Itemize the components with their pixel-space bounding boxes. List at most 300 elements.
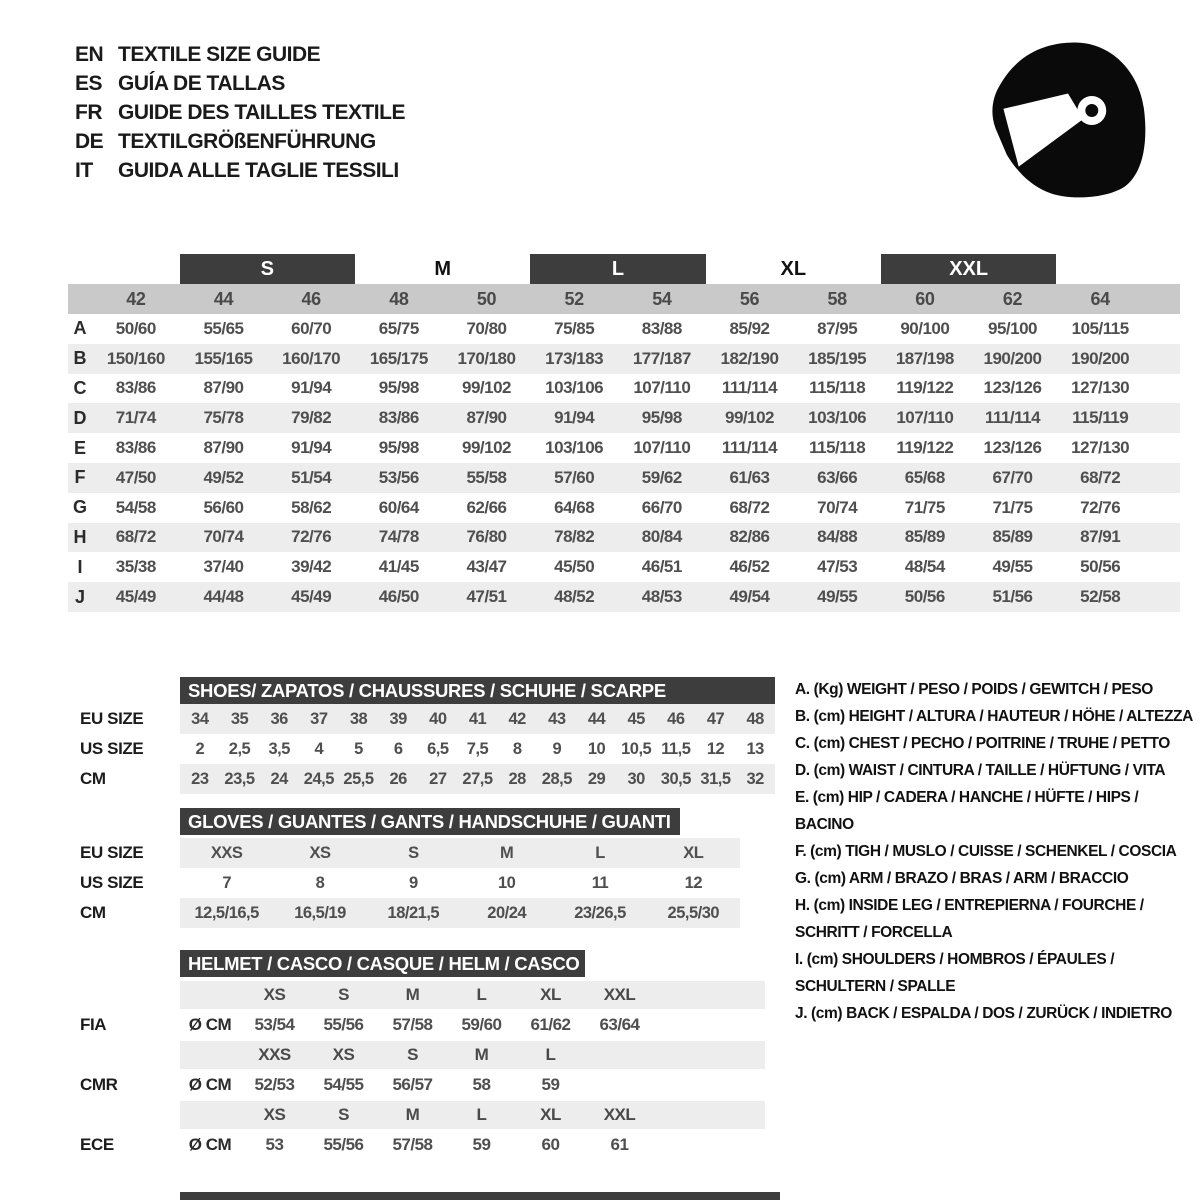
gloves-cell: 10 <box>497 873 516 892</box>
measurement-cell: 63/66 <box>817 467 858 487</box>
measurement-cell: 52/58 <box>1080 587 1121 607</box>
measurement-cell: 61/63 <box>729 467 770 487</box>
shoes-cell: 28,5 <box>541 769 572 788</box>
shoes-cell: 24 <box>270 769 288 788</box>
helmet-value-cell: 59 <box>541 1075 560 1094</box>
helmet-size-cell: S <box>338 985 349 1004</box>
measurement-cell: 119/122 <box>896 378 954 398</box>
measurement-cell: 87/90 <box>466 408 507 428</box>
helmet-size-cell: XXL <box>603 985 636 1004</box>
measurement-cell: 56/60 <box>203 497 244 517</box>
helmet-value-cell: 61 <box>610 1135 629 1154</box>
measurement-cell: 91/94 <box>291 378 332 398</box>
measurement-cell: 83/88 <box>641 318 682 338</box>
measurement-cell: 119/122 <box>896 438 954 458</box>
legend-item: B. (cm) HEIGHT / ALTURA / HAUTEUR / HÖHE / ALTEZZA <box>795 708 1193 725</box>
measurement-cell: 68/72 <box>729 497 770 517</box>
shoes-band <box>180 734 775 764</box>
helmet-sizes-row <box>75 1041 765 1069</box>
shoes-cell: 13 <box>746 739 764 758</box>
helmet-size-cell: XS <box>263 1105 286 1124</box>
shoes-cell: 42 <box>508 709 526 728</box>
gloves-cell: 11 <box>591 873 609 892</box>
helmet-value-cell: 56/57 <box>392 1075 433 1094</box>
helmet-section-header: HELMET / CASCO / CASQUE / HELM / CASCO <box>180 950 585 977</box>
measurement-cell: 72/76 <box>1080 497 1121 517</box>
size-column-header: 60 <box>915 288 935 309</box>
shoes-cell: 43 <box>548 709 566 728</box>
legend-item: E. (cm) HIP / CADERA / HANCHE / HÜFTE / HIPS / BACINO <box>795 789 1139 833</box>
shoes-row-label: EU SIZE <box>80 709 144 728</box>
size-column-header: 46 <box>301 288 321 309</box>
row-letter: C <box>73 377 87 398</box>
legend-item: D. (cm) WAIST / CINTURA / TAILLE / HÜFTUNG / VITA <box>795 762 1166 779</box>
gloves-cell: 18/21,5 <box>387 903 440 922</box>
shoes-cell: 12 <box>706 739 725 758</box>
language-title: GUIDE DES TAILLES TEXTILE <box>118 100 405 124</box>
measurement-cell: 37/40 <box>203 557 244 577</box>
size-column-header: 44 <box>213 288 234 309</box>
measurement-cell: 160/170 <box>282 348 341 368</box>
helmet-value-cell: 53 <box>265 1135 284 1154</box>
size-column-header: 54 <box>652 288 672 309</box>
shoes-cell: 29 <box>587 769 606 788</box>
measurement-cell: 67/70 <box>992 467 1033 487</box>
helmet-size-cell: M <box>474 1045 489 1064</box>
measurement-cell: 62/66 <box>466 497 507 517</box>
measurement-cell: 190/200 <box>1071 348 1130 368</box>
gloves-row <box>75 868 740 898</box>
measurement-row-d <box>68 403 1180 433</box>
shoes-cell: 32 <box>746 769 764 788</box>
size-label-xxl: XXL <box>881 254 1056 284</box>
helmet-unit-cell: Ø CM <box>188 1015 232 1034</box>
helmet-value-cell: 60 <box>541 1135 560 1154</box>
helmet-row-label <box>75 1041 180 1069</box>
measurement-cell: 103/106 <box>545 438 604 458</box>
measurement-cell: 48/52 <box>554 587 595 607</box>
measurement-cell: 45/49 <box>291 587 332 607</box>
shoes-row-label: US SIZE <box>80 739 144 758</box>
shoes-cell: 27 <box>429 769 447 788</box>
legend-item: A. (Kg) WEIGHT / PESO / POIDS / GEWITCH / PESO <box>795 681 1153 698</box>
gloves-cell: 8 <box>315 873 325 892</box>
gloves-section-header: GLOVES / GUANTES / GANTS / HANDSCHUHE / GUANTI <box>180 808 680 835</box>
helmet-size-cell: L <box>476 1105 487 1124</box>
shoes-cell: 2 <box>195 739 205 758</box>
measurement-cell: 57/60 <box>554 467 595 487</box>
size-label-s: S <box>180 254 355 284</box>
size-label-m: M <box>434 257 451 280</box>
shoes-cell: 30 <box>627 769 645 788</box>
measurement-row-b <box>68 344 1180 374</box>
measurement-cell: 87/95 <box>817 318 858 338</box>
measurement-cell: 115/118 <box>809 378 866 398</box>
gloves-row <box>75 898 740 928</box>
measurement-cell: 83/86 <box>378 408 419 428</box>
helmet-value-cell: 61/62 <box>530 1015 571 1034</box>
measurement-cell: 111/114 <box>984 408 1041 428</box>
helmet-value-cell: 55/56 <box>323 1015 364 1034</box>
measurement-cell: 53/56 <box>378 467 419 487</box>
shoes-cell: 25,5 <box>343 769 374 788</box>
helmet-value-band <box>180 1009 765 1041</box>
shoes-cell: 3,5 <box>268 739 290 758</box>
measurement-cell: 49/55 <box>992 557 1033 577</box>
racing-helmet-icon <box>983 30 1153 208</box>
helmet-sizes-row <box>75 981 765 1009</box>
legend-item: G. (cm) ARM / BRAZO / BRAS / ARM / BRACCIO <box>795 870 1129 887</box>
shoes-cell: 11,5 <box>661 739 691 758</box>
shoes-cell: 44 <box>587 709 606 728</box>
shoes-section-header: SHOES/ ZAPATOS / CHAUSSURES / SCHUHE / SCARPE <box>180 677 775 704</box>
helmet-size-cell: XL <box>540 985 561 1004</box>
row-letter: G <box>72 497 87 518</box>
helmet-value-cell: 52/53 <box>254 1075 295 1094</box>
language-code: ES <box>75 71 103 95</box>
measurement-cell: 79/82 <box>291 408 332 428</box>
measurement-cell: 51/56 <box>992 587 1033 607</box>
shoes-cell: 38 <box>349 709 368 728</box>
row-letter: H <box>73 526 87 547</box>
shoes-cell: 36 <box>270 709 288 728</box>
shoes-cell: 47 <box>706 709 725 728</box>
measurement-cell: 107/110 <box>633 378 691 398</box>
helmet-size-cell: XS <box>263 985 286 1004</box>
measurement-cell: 45/50 <box>554 557 595 577</box>
measurement-cell: 173/183 <box>545 348 604 368</box>
helmet-size-cell: L <box>476 985 487 1004</box>
measurement-row-c <box>68 374 1180 404</box>
language-title: GUÍA DE TALLAS <box>118 71 285 95</box>
shoes-cell: 10 <box>587 739 606 758</box>
shoes-cell: 6 <box>393 739 403 758</box>
measurement-cell: 70/80 <box>466 318 507 338</box>
helmet-value-cell: 63/64 <box>599 1015 640 1034</box>
shoes-row-label: CM <box>80 769 106 788</box>
measurement-cell: 111/114 <box>721 378 778 398</box>
helmet-value-band <box>180 1069 765 1101</box>
measurement-legend <box>795 676 1200 1027</box>
measurement-cell: 84/88 <box>817 527 858 547</box>
helmet-size-cell: S <box>338 1105 349 1124</box>
measurement-cell: 49/54 <box>729 587 770 607</box>
shoes-cell: 39 <box>389 709 407 728</box>
gloves-cell: M <box>500 843 514 862</box>
helmet-value-cell: 59/60 <box>461 1015 502 1034</box>
shoes-cell: 23 <box>191 769 209 788</box>
helmet-value-cell: 55/56 <box>323 1135 364 1154</box>
helmet-size-cell: M <box>405 985 420 1004</box>
measurement-cell: 99/102 <box>461 378 511 398</box>
language-row <box>75 156 405 185</box>
measurement-cell: 82/86 <box>729 527 770 547</box>
legend-item: C. (cm) CHEST / PECHO / POITRINE / TRUHE / PETTO <box>795 735 1170 752</box>
language-title: GUIDA ALLE TAGLIE TESSILI <box>118 158 399 182</box>
shoes-rows <box>75 704 775 794</box>
gloves-cell: 25,5/30 <box>667 903 720 922</box>
gloves-rows <box>75 838 740 928</box>
row-letter: B <box>73 348 87 369</box>
measurement-cell: 87/90 <box>203 378 244 398</box>
language-title: TEXTILE SIZE GUIDE <box>118 42 321 66</box>
size-column-header: 48 <box>389 288 409 309</box>
measurement-cell: 46/52 <box>729 557 770 577</box>
measurement-cell: 83/86 <box>115 438 156 458</box>
measurement-cell: 45/49 <box>115 587 156 607</box>
measurement-cell: 78/82 <box>554 527 595 547</box>
measurement-cell: 150/160 <box>106 348 165 368</box>
numeric-size-header-row <box>68 284 1180 314</box>
measurement-cell: 91/94 <box>554 408 595 428</box>
measurement-row-h <box>68 523 1180 553</box>
helmet-size-cell: XL <box>540 1105 561 1124</box>
helmet-row-label <box>75 981 180 1009</box>
gloves-band <box>180 868 740 898</box>
measurement-cell: 80/84 <box>641 527 682 547</box>
shoes-row <box>75 734 775 764</box>
gloves-row <box>75 838 740 868</box>
row-letter: I <box>77 556 83 577</box>
measurement-cell: 75/78 <box>203 408 244 428</box>
measurement-cell: 48/53 <box>641 587 682 607</box>
shoes-cell: 4 <box>314 739 324 758</box>
shoes-cell: 37 <box>310 709 328 728</box>
measurement-cell: 47/50 <box>115 467 156 487</box>
measurement-cell: 107/110 <box>896 408 954 428</box>
shoes-band <box>180 764 775 794</box>
gloves-row-label: EU SIZE <box>80 843 144 862</box>
measurement-cell: 91/94 <box>291 438 332 458</box>
helmet-values-row <box>75 1129 765 1161</box>
measurement-cell: 85/89 <box>904 527 945 547</box>
legend-item: I. (cm) SHOULDERS / HOMBROS / ÉPAULES / SCHULTERN / SPALLE <box>795 951 1115 995</box>
helmet-size-cell: XXL <box>603 1105 636 1124</box>
helmet-values-row <box>75 1069 765 1101</box>
helmet-value-cell: 53/54 <box>254 1015 295 1034</box>
measurement-cell: 177/187 <box>632 348 691 368</box>
measurement-cell: 85/89 <box>992 527 1033 547</box>
helmet-sizes-row <box>75 1101 765 1129</box>
language-code: DE <box>75 129 104 153</box>
gloves-cell: S <box>408 843 419 862</box>
measurement-cell: 115/118 <box>809 438 866 458</box>
helmet-value-cell: 57/58 <box>392 1015 433 1034</box>
measurement-cell: 103/106 <box>545 378 604 398</box>
measurement-cell: 50/56 <box>904 587 945 607</box>
size-column-header: 42 <box>126 288 146 309</box>
measurement-cell: 90/100 <box>900 318 950 338</box>
helmet-standard-label: ECE <box>80 1135 114 1154</box>
measurement-cell: 72/76 <box>291 527 332 547</box>
shoes-cell: 31,5 <box>700 769 731 788</box>
shoes-cell: 34 <box>191 709 209 728</box>
shoes-cell: 46 <box>667 709 685 728</box>
measurement-cell: 99/102 <box>724 408 774 428</box>
gloves-cell: XXS <box>210 843 243 862</box>
gloves-cell: 9 <box>408 873 418 892</box>
row-letter: D <box>73 407 87 428</box>
measurement-cell: 87/91 <box>1080 527 1121 547</box>
gloves-cell: XS <box>309 843 331 862</box>
measurement-cell: 95/100 <box>987 318 1037 338</box>
measurement-cell: 55/65 <box>203 318 244 338</box>
language-code: IT <box>75 158 93 182</box>
shoes-cell: 8 <box>512 739 522 758</box>
gloves-cell: XL <box>683 843 704 862</box>
helmet-size-cell: XS <box>332 1045 355 1064</box>
helmet-unit-cell: Ø CM <box>188 1075 232 1094</box>
measurement-cell: 35/38 <box>115 557 156 577</box>
measurement-cell: 170/180 <box>457 348 516 368</box>
shoes-band <box>180 704 775 734</box>
measurement-cell: 48/54 <box>904 557 945 577</box>
shoes-cell: 40 <box>429 709 447 728</box>
measurement-row-f <box>68 463 1180 493</box>
row-letter: J <box>74 586 85 607</box>
measurement-cell: 70/74 <box>817 497 858 517</box>
helmet-size-cell: XXS <box>258 1045 291 1064</box>
measurement-cell: 190/200 <box>983 348 1042 368</box>
language-code: EN <box>75 42 104 66</box>
measurement-cell: 70/74 <box>203 527 244 547</box>
helmet-size-band <box>180 981 765 1009</box>
measurement-cell: 115/119 <box>1072 408 1129 428</box>
helmet-unit-cell: Ø CM <box>188 1135 232 1154</box>
helmet-size-section <box>75 950 765 1161</box>
legend-item: J. (cm) BACK / ESPALDA / DOS / ZURÜCK / INDIETRO <box>795 1005 1172 1022</box>
cropped-next-section-bar <box>180 1192 780 1200</box>
gloves-cell: L <box>595 843 605 862</box>
size-column-header: 64 <box>1090 288 1110 309</box>
measurement-cell: 50/56 <box>1080 557 1121 577</box>
helmet-value-cell: 59 <box>472 1135 491 1154</box>
gloves-cell: 23/26,5 <box>574 903 626 922</box>
size-column-header: 56 <box>739 288 760 309</box>
measurement-cell: 123/126 <box>983 438 1042 458</box>
size-band-row <box>68 254 1180 284</box>
shoes-cell: 24,5 <box>303 769 334 788</box>
measurement-cell: 71/75 <box>992 497 1033 517</box>
measurement-cell: 182/190 <box>720 348 779 368</box>
measurement-cell: 107/110 <box>633 438 691 458</box>
gloves-row-label: CM <box>80 903 106 922</box>
measurement-row-a <box>68 314 1180 344</box>
size-column-header: 50 <box>476 288 497 309</box>
measurement-cell: 87/90 <box>203 438 244 458</box>
legend-item: F. (cm) TIGH / MUSLO / CUISSE / SCHENKEL / COSCIA <box>795 843 1177 860</box>
shoes-cell: 45 <box>627 709 645 728</box>
shoes-cell: 30,5 <box>660 769 691 788</box>
measurement-cell: 83/86 <box>115 378 156 398</box>
shoes-cell: 2,5 <box>228 739 251 758</box>
measurement-row-e <box>68 433 1180 463</box>
measurement-cell: 43/47 <box>466 557 507 577</box>
measurement-cell: 46/50 <box>378 587 419 607</box>
row-letter: E <box>73 437 86 458</box>
language-title: TEXTILGRÖßENFÜHRUNG <box>118 129 376 153</box>
measurement-cell: 85/92 <box>729 318 770 338</box>
size-label-xl: XL <box>780 257 807 280</box>
shoes-row <box>75 764 775 794</box>
gloves-cell: 7 <box>222 873 231 892</box>
row-letter: F <box>74 467 86 488</box>
measurement-cell: 127/130 <box>1071 438 1130 458</box>
measurement-cell: 95/98 <box>378 378 419 398</box>
measurement-cell: 185/195 <box>808 348 867 368</box>
measurement-cell: 75/85 <box>554 318 595 338</box>
measurement-rows <box>68 314 1180 612</box>
language-row <box>75 127 405 156</box>
measurement-cell: 55/58 <box>466 467 507 487</box>
measurement-cell: 64/68 <box>554 497 595 517</box>
row-letter: A <box>73 318 87 339</box>
gloves-row-label: US SIZE <box>80 873 144 892</box>
measurement-cell: 51/54 <box>291 467 332 487</box>
helmet-values-row <box>75 1009 765 1041</box>
gloves-band <box>180 898 740 928</box>
measurement-cell: 47/53 <box>817 557 858 577</box>
gloves-cell: 20/24 <box>487 903 527 922</box>
measurement-cell: 41/45 <box>378 557 419 577</box>
shoes-row <box>75 704 775 734</box>
language-row <box>75 40 405 69</box>
shoes-cell: 26 <box>389 769 407 788</box>
shoes-cell: 28 <box>508 769 526 788</box>
measurement-cell: 65/75 <box>378 318 419 338</box>
helmet-value-band <box>180 1129 765 1161</box>
measurement-cell: 66/70 <box>641 497 682 517</box>
measurement-cell: 95/98 <box>641 408 682 428</box>
size-label-l: L <box>530 254 705 284</box>
shoes-cell: 48 <box>746 709 764 728</box>
gloves-cell: 12,5/16,5 <box>194 903 259 922</box>
measurement-cell: 111/114 <box>721 438 778 458</box>
measurement-cell: 68/72 <box>115 527 156 547</box>
gloves-cell: 16,5/19 <box>294 903 346 922</box>
measurement-cell: 47/51 <box>466 587 507 607</box>
measurement-cell: 44/48 <box>203 587 244 607</box>
measurement-cell: 49/52 <box>203 467 244 487</box>
helmet-rows <box>75 981 765 1161</box>
size-column-header: 58 <box>827 288 847 309</box>
language-title-list <box>75 40 405 185</box>
helmet-value-cell: 54/55 <box>323 1075 364 1094</box>
helmet-value-cell: 58 <box>472 1075 491 1094</box>
measurement-cell: 50/60 <box>115 318 156 338</box>
textile-size-table <box>68 254 1180 612</box>
helmet-size-band <box>180 1101 765 1129</box>
size-column-header: 62 <box>1002 288 1023 309</box>
measurement-cell: 46/51 <box>641 557 682 577</box>
measurement-cell: 58/62 <box>291 497 332 517</box>
gloves-size-section <box>75 808 740 928</box>
language-row <box>75 98 405 127</box>
shoes-cell: 9 <box>552 739 562 758</box>
shoes-cell: 41 <box>468 709 487 728</box>
shoes-size-section <box>75 677 775 794</box>
measurement-cell: 71/75 <box>904 497 945 517</box>
measurement-row-i <box>68 552 1180 582</box>
gloves-band <box>180 838 740 868</box>
measurement-cell: 155/165 <box>194 348 253 368</box>
shoes-cell: 10,5 <box>621 739 652 758</box>
measurement-cell: 165/175 <box>369 348 428 368</box>
helmet-size-band <box>180 1041 765 1069</box>
measurement-cell: 59/62 <box>641 467 682 487</box>
measurement-cell: 65/68 <box>904 467 945 487</box>
measurement-cell: 99/102 <box>461 438 511 458</box>
